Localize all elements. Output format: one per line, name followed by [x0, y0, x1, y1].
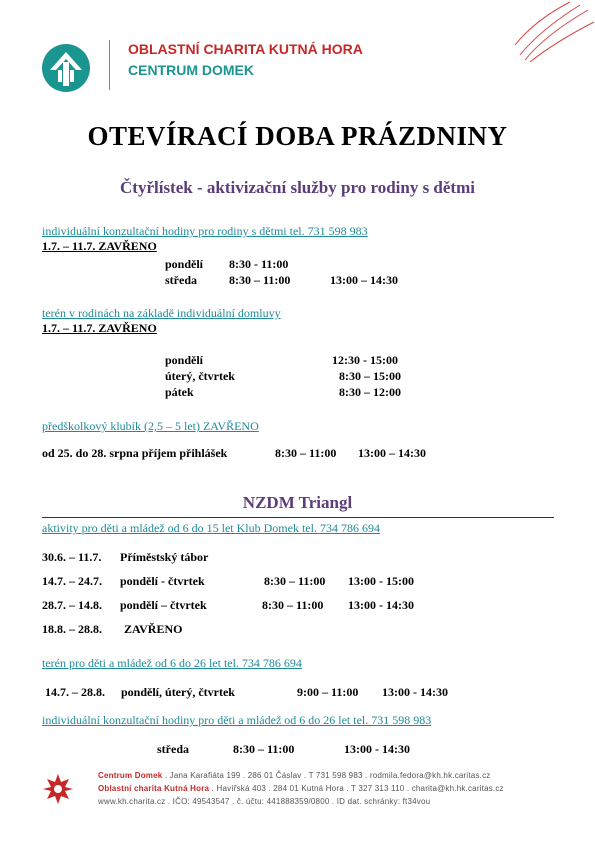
club-row-time-2: 13:00 - 15:00 — [348, 574, 414, 588]
preschool-club-link[interactable]: předškolkový klubík (2,5 – 5 let) ZAVŘENO — [42, 419, 259, 433]
field-date: 14.7. – 28.8. — [45, 685, 105, 699]
schedule-time-1: 8:30 – 11:00 — [229, 273, 291, 287]
section-divider — [42, 517, 554, 518]
club-row-desc: Příměstský tábor — [120, 550, 209, 564]
field-families-link[interactable]: terén v rodinách na základě individuální domluvy — [42, 306, 281, 320]
club-row-desc: pondělí – čtvrtek — [120, 598, 207, 612]
club-row-date: 14.7. – 24.7. — [42, 574, 102, 588]
org-name: OBLASTNÍ CHARITA KUTNÁ HORA — [128, 41, 363, 57]
club-row-time-1: 8:30 – 11:00 — [264, 574, 326, 588]
org-subname: CENTRUM DOMEK — [128, 62, 254, 78]
consult-youth-link[interactable]: individuální konzultační hodiny pro děti a mládež od 6 do 26 let tel. 731 598 983 — [42, 713, 432, 727]
club-row-desc: ZAVŘENO — [124, 622, 183, 636]
club-row-date: 28.7. – 14.8. — [42, 598, 102, 612]
page-title: OTEVÍRACÍ DOBA PRÁZDNINY — [87, 121, 508, 151]
enroll-time-2: 13:00 – 14:30 — [358, 446, 426, 460]
section-title-nzdm: NZDM Triangl — [242, 493, 353, 512]
page-subtitle: Čtyřlístek - aktivizační služby pro rodiny s dětmi — [120, 178, 475, 197]
field-youth-link[interactable]: terén pro děti a mládež od 6 do 26 let tel. 734 786 694 — [42, 656, 302, 670]
consult-day: středa — [157, 742, 189, 756]
schedule-time-1: 12:30 - 15:00 — [332, 353, 398, 367]
footer-line1-text: . Jana Karafiáta 199 . 286 01 Čáslav . T 731 598 983 . rodmila.fedora@kh.hk.caritas.cz — [164, 771, 491, 780]
field-desc: pondělí, úterý, čtvrtek — [121, 685, 235, 699]
schedule-day: pátek — [165, 385, 194, 399]
charita-cross-icon — [42, 772, 74, 806]
club-activities-link[interactable]: aktivity pro děti a mládež od 6 do 15 let Klub Domek tel. 734 786 694 — [42, 521, 380, 535]
club-row-date: 18.8. – 28.8. — [42, 622, 102, 636]
field-time-1: 9:00 – 11:00 — [297, 685, 359, 699]
footer-line2-name: Oblastní charita Kutná Hora — [98, 784, 210, 793]
schedule-day: pondělí — [165, 353, 204, 367]
schedule-day: pondělí — [165, 257, 204, 271]
closed-notice-2: 1.7. – 11.7. ZAVŘENO — [42, 321, 157, 335]
closed-notice-1: 1.7. – 11.7. ZAVŘENO — [42, 239, 157, 253]
schedule-time-2: 13:00 – 14:30 — [330, 273, 398, 287]
club-row-desc: pondělí - čtvrtek — [120, 574, 205, 588]
footer-line3: www.kh.charita.cz . IČO: 49543547 . č. účtu: 441888359/0800 . ID dat. schránky: ft34vou — [98, 797, 431, 806]
consult-time-1: 8:30 – 11:00 — [233, 742, 295, 756]
schedule-time-1: 8:30 – 15:00 — [339, 369, 401, 383]
club-row-time-2: 13:00 - 14:30 — [348, 598, 414, 612]
schedule-time-1: 8:30 - 11:00 — [229, 257, 289, 271]
enroll-label: od 25. do 28. srpna příjem přihlášek — [42, 446, 228, 460]
club-row-time-1: 8:30 – 11:00 — [262, 598, 324, 612]
enroll-time-1: 8:30 – 11:00 — [275, 446, 337, 460]
schedule-time-1: 8:30 – 12:00 — [339, 385, 401, 399]
schedule-day: středa — [165, 273, 197, 287]
header-divider — [109, 40, 110, 90]
decorative-lines — [500, 0, 595, 65]
schedule-day: úterý, čtvrtek — [165, 369, 235, 383]
footer-line2-text: . Havířská 403 . 284 01 Kutná Hora . T 327 313 110 . charita@kh.hk.caritas.cz — [211, 784, 504, 793]
club-row-date: 30.6. – 11.7. — [42, 550, 102, 564]
charita-logo-icon — [40, 40, 96, 96]
field-time-2: 13:00 - 14:30 — [382, 685, 448, 699]
footer-line1-name: Centrum Domek — [98, 771, 163, 780]
consult-time-2: 13:00 - 14:30 — [344, 742, 410, 756]
consult-families-link[interactable]: individuální konzultační hodiny pro rodiny s dětmi tel. 731 598 983 — [42, 224, 368, 238]
